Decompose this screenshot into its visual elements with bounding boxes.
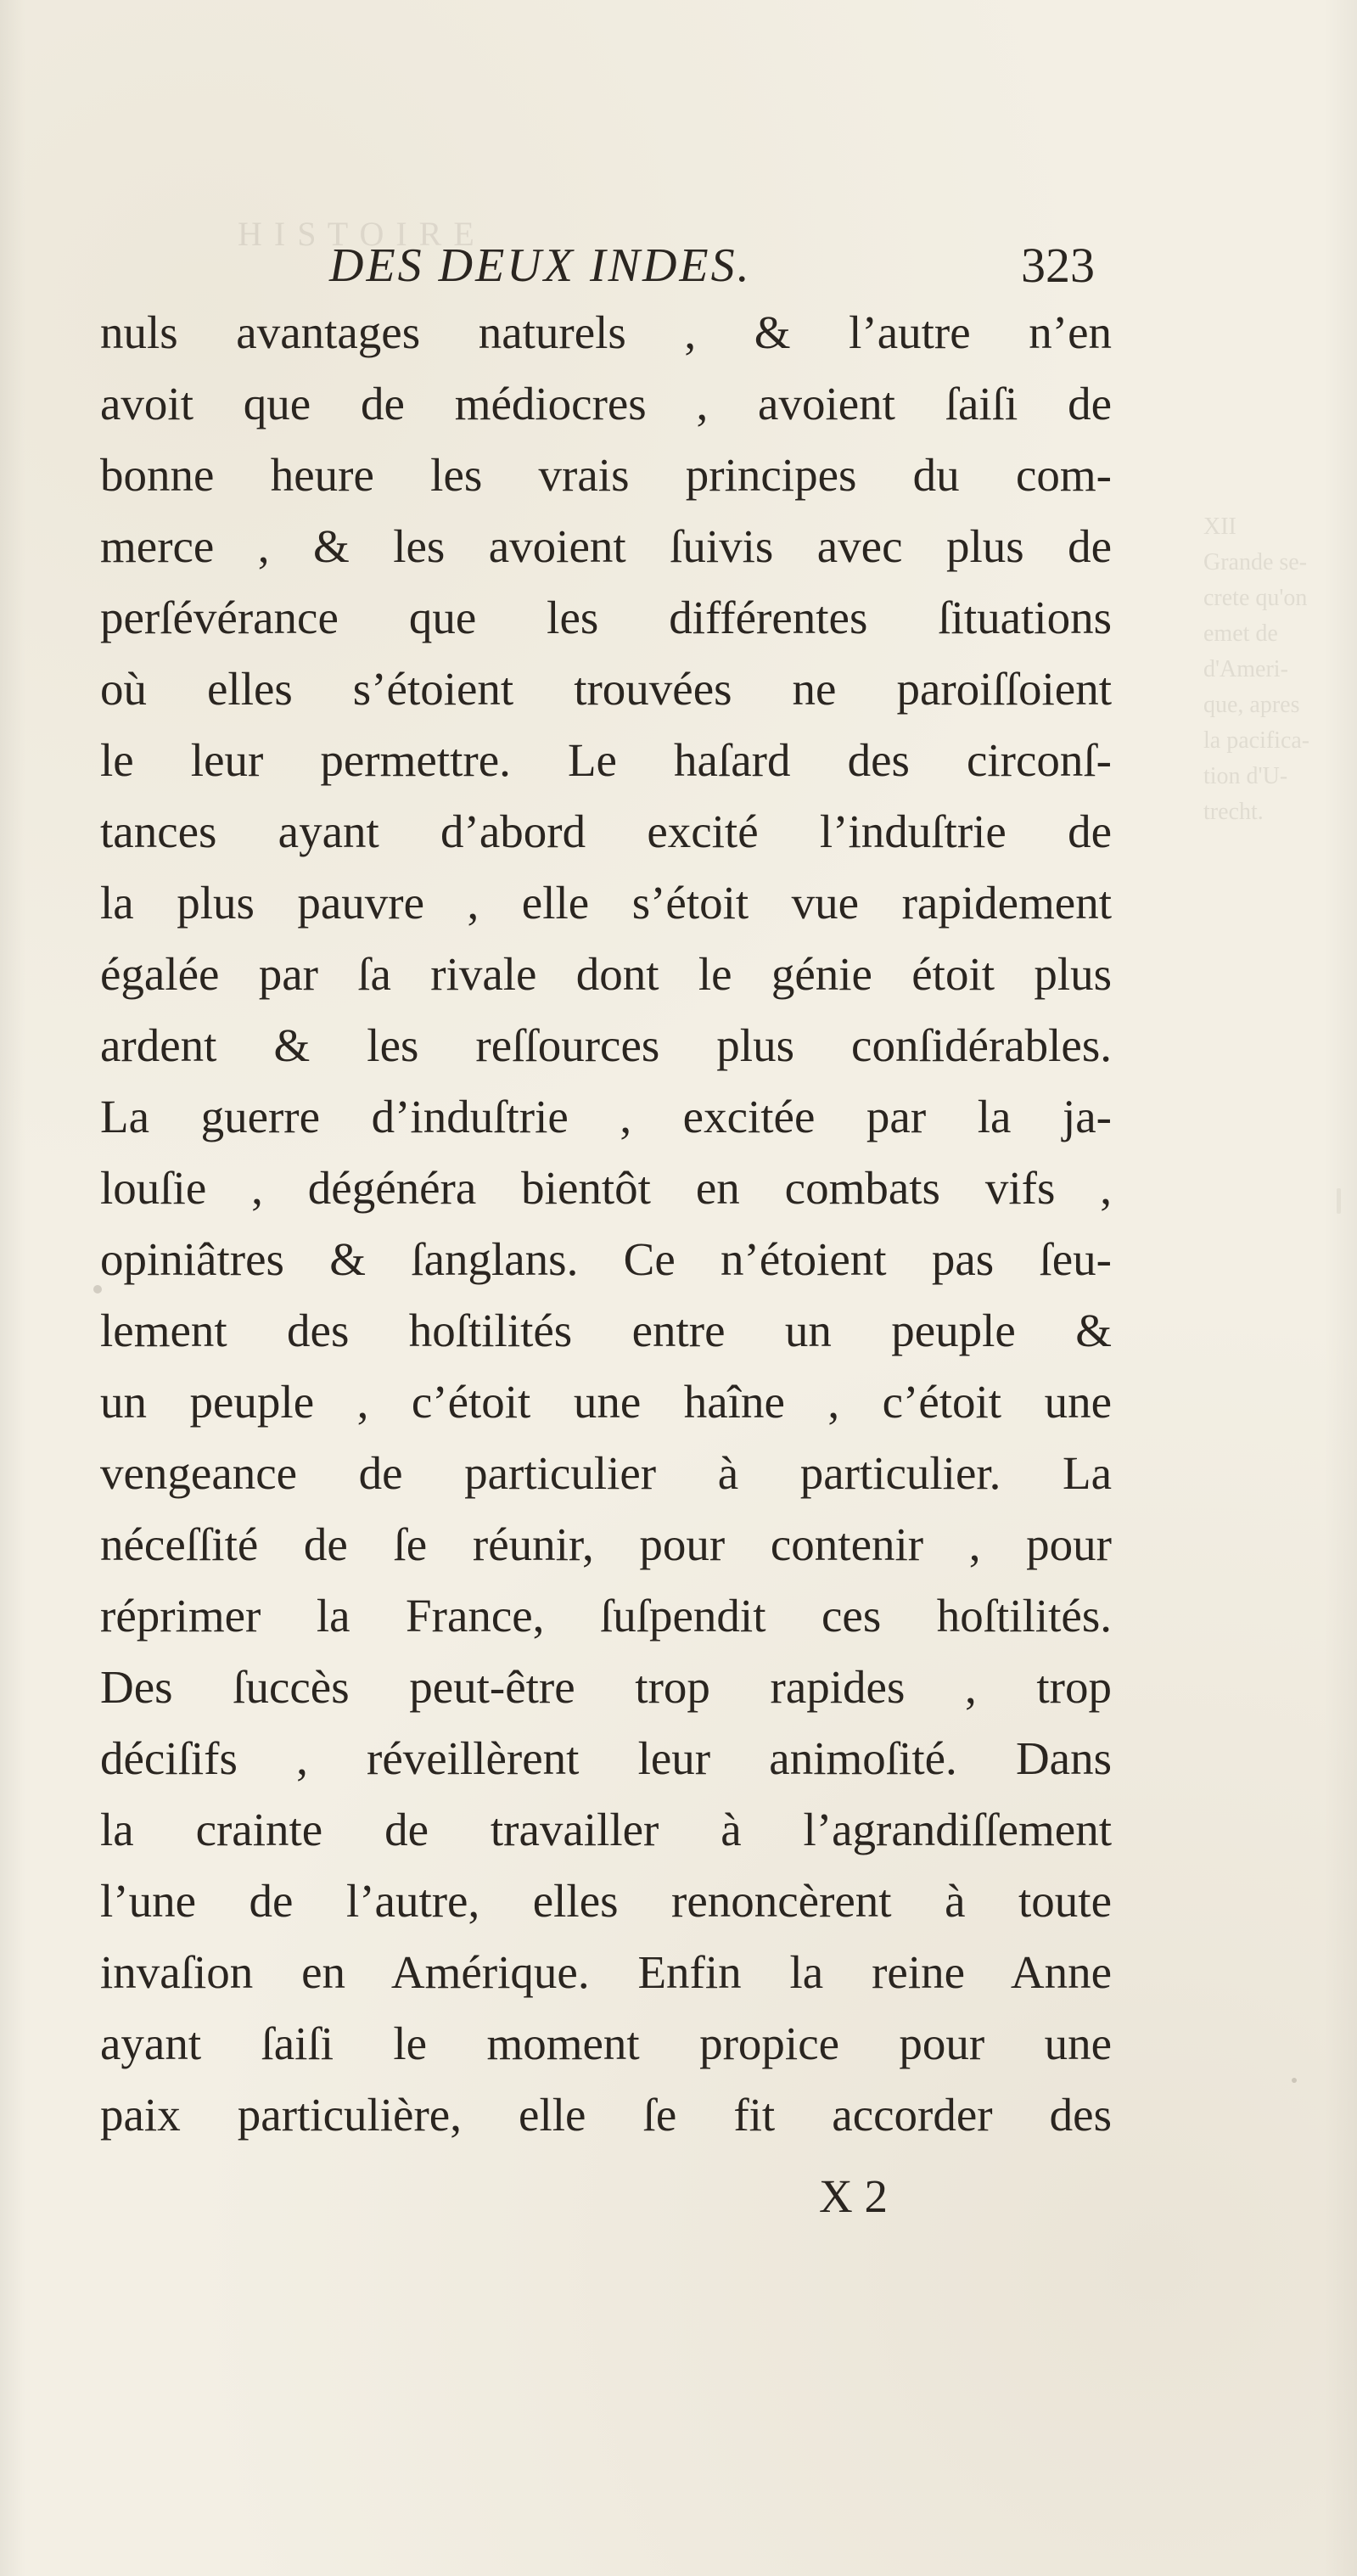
text-line: avoit que de médiocres , avoient ſaiſi de xyxy=(100,378,1112,429)
signature-mark: X 2 xyxy=(819,2170,888,2222)
text-line: perſévérance que les différentes ſituations xyxy=(100,592,1112,643)
ink-speck xyxy=(93,1285,102,1294)
text-line: merce , & les avoient ſuivis avec plus de xyxy=(100,520,1112,572)
text-line: la crainte de travailler à l’agrandiſſement xyxy=(100,1804,1112,1855)
text-line: l’une de l’autre, elles renoncèrent à toute xyxy=(100,1875,1112,1927)
ink-speck xyxy=(1292,2078,1297,2083)
bleed-through-header: H I S T O I R E xyxy=(238,215,476,253)
text-line: vengeance de particulier à particulier. La xyxy=(100,1447,1112,1499)
text-line: nuls avantages naturels , & l’autre n’en xyxy=(100,306,1112,358)
page-number: 323 xyxy=(1021,238,1095,293)
text-line: égalée par ſa rivale dont le génie étoit plus xyxy=(100,948,1112,1000)
paper-crease xyxy=(1337,1188,1341,1214)
text-line: un peuple , c’étoit une haîne , c’étoit une xyxy=(100,1376,1112,1428)
text-line: louſie , dégénéra bientôt en combats vifs , xyxy=(100,1162,1112,1214)
text-line: opiniâtres & ſanglans. Ce n’étoient pas ſeu- xyxy=(100,1233,1112,1285)
text-line: la plus pauvre , elle s’étoit vue rapidement xyxy=(100,877,1112,929)
text-line: le leur permettre. Le haſard des circonſ- xyxy=(100,734,1112,786)
running-header: DES DEUX INDES. xyxy=(329,239,752,292)
text-line: Des ſuccès peut-être trop rapides , trop xyxy=(100,1661,1112,1713)
text-line: réprimer la France, ſuſpendit ces hoſtilités. xyxy=(100,1590,1112,1642)
text-line: lement des hoſtilités entre un peuple & xyxy=(100,1305,1112,1356)
text-line: tances ayant d’abord excité l’induſtrie de xyxy=(100,805,1112,857)
text-line: ayant ſaiſi le moment propice pour une xyxy=(100,2018,1112,2069)
text-line: déciſifs , réveillèrent leur animoſité. Dans xyxy=(100,1732,1112,1784)
text-block xyxy=(100,297,1112,2151)
text-line: ardent & les reſſources plus conſidérables. xyxy=(100,1019,1112,1071)
text-line: invaſion en Amérique. Enfin la reine Anne xyxy=(100,1946,1112,1998)
margin-note: XII Grande se- crete qu'on emet de d'Ameri- que, apres la pacifica- tion d'U- trecht. xyxy=(1203,514,1310,825)
text-line: paix particulière, elle ſe fit accorder des xyxy=(100,2089,1112,2141)
text-line: néceſſité de ſe réunir, pour contenir , pour xyxy=(100,1518,1112,1570)
text-line: bonne heure les vrais principes du com- xyxy=(100,449,1112,501)
text-line: où elles s’étoient trouvées ne paroiſſoient xyxy=(100,663,1112,715)
text-line: La guerre d’induſtrie , excitée par la ja- xyxy=(100,1091,1112,1142)
